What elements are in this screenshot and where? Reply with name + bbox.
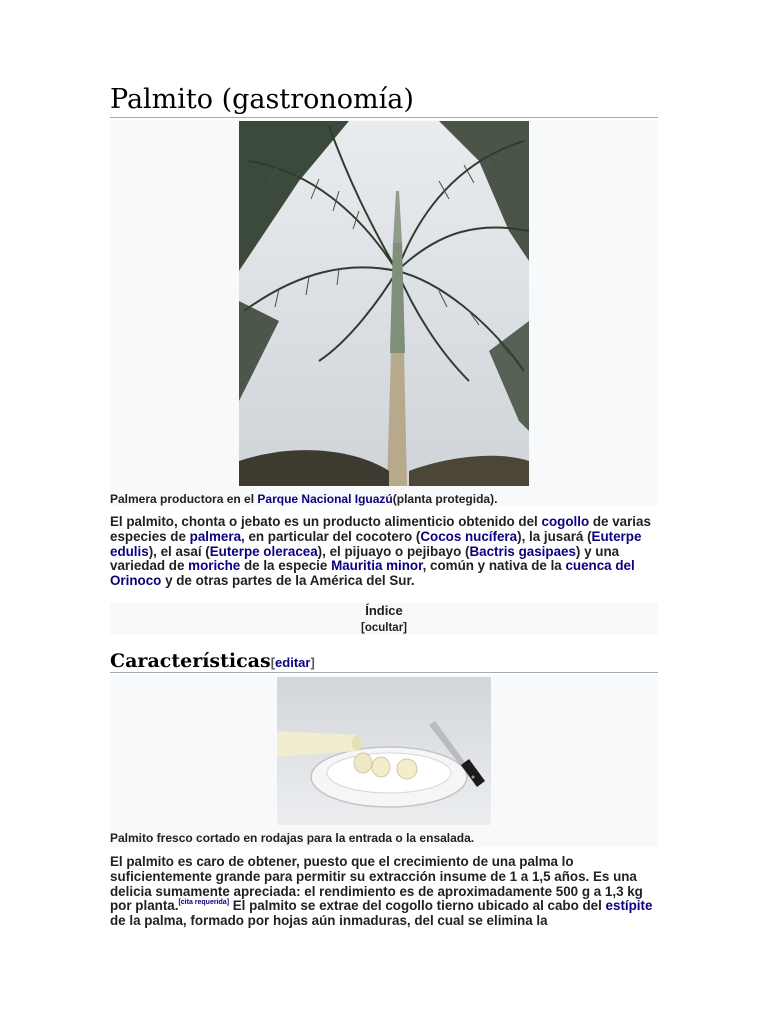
palmito-image	[277, 677, 491, 825]
link-euterpe-edulis[interactable]: Euterpe edulis	[110, 528, 642, 559]
text: El palmito, chonta o jebato es un producto alimenticio obtenido del	[110, 514, 542, 529]
caption-text: (planta protegida).	[392, 492, 498, 506]
link-euterpe-oleracea[interactable]: Euterpe oleracea	[209, 543, 318, 559]
link-bactris-gasipaes[interactable]: Bactris gasipaes	[469, 543, 576, 559]
link-cogollo[interactable]: cogollo	[541, 514, 590, 529]
link-cocos-nucifera[interactable]: Cocos nucífera	[420, 528, 518, 544]
body-paragraph	[110, 855, 658, 929]
section-title: Características	[110, 650, 271, 672]
text: de varias especies de	[110, 514, 651, 544]
text: y de otras partes de la América del Sur.	[161, 573, 415, 589]
palmito-photo[interactable]	[277, 677, 491, 825]
intro-paragraph	[110, 515, 658, 589]
text: El palmito se extrae del cogollo tierno ubicado al cabo del	[229, 898, 606, 914]
palm-tree-image	[239, 121, 529, 486]
link-cuenca-del-orinoco[interactable]: cuenca del Orinoco	[110, 558, 635, 589]
text: ), la jusará (	[517, 528, 592, 544]
text: El palmito es caro de obtener, puesto que el crecimiento de una palma lo suficientemente grande para permitir su extracción insume de 1 a 1,5 años. Es una delicia sumamente apreciada: el rendimiento es de aproximadamente 500 g a 1,3 kg por planta.	[110, 854, 643, 914]
link-estipite[interactable]: estípite	[605, 898, 653, 914]
text: , en particular del cocotero (	[241, 528, 421, 544]
bracket: [	[270, 655, 276, 670]
toc-toggle-button[interactable]: [ocultar]	[361, 622, 407, 634]
text: ), el asaí (	[148, 543, 210, 559]
text: , común y nativa de la	[422, 558, 566, 574]
edit-section-link[interactable]: editar	[275, 655, 311, 670]
caption-text: Palmera productora en el	[110, 492, 258, 506]
link-palmera[interactable]: palmera	[189, 528, 242, 544]
link-mauritia-minor[interactable]: Mauritia minor	[331, 558, 423, 574]
text: ) y una variedad de	[110, 543, 620, 574]
table-of-contents	[110, 603, 658, 635]
citation-needed-link[interactable]: [cita requerida]	[178, 899, 230, 907]
text: de la especie	[240, 558, 332, 574]
figure-caption: Palmito fresco cortado en rodajas para la entrada o la ensalada.	[110, 831, 475, 845]
palm-tree-photo[interactable]	[239, 121, 529, 486]
link-moriche[interactable]: moriche	[188, 558, 241, 574]
figure-palmito-sliced	[110, 675, 658, 847]
toc-title: Índice	[365, 603, 403, 618]
link-parque-nacional-iguazu[interactable]: Parque Nacional Iguazú	[257, 492, 393, 506]
bracket: ]	[310, 655, 315, 670]
edit-section	[271, 655, 315, 670]
section-heading-caracteristicas	[110, 648, 658, 673]
page-title: Palmito (gastronomía)	[110, 82, 658, 118]
figure-palm-tree	[110, 120, 658, 506]
figure-caption	[110, 492, 497, 507]
text: de la palma, formado por hojas aún inmaduras, del cual se elimina la	[110, 913, 548, 929]
text: ), el pijuayo o pejibayo (	[317, 543, 470, 559]
